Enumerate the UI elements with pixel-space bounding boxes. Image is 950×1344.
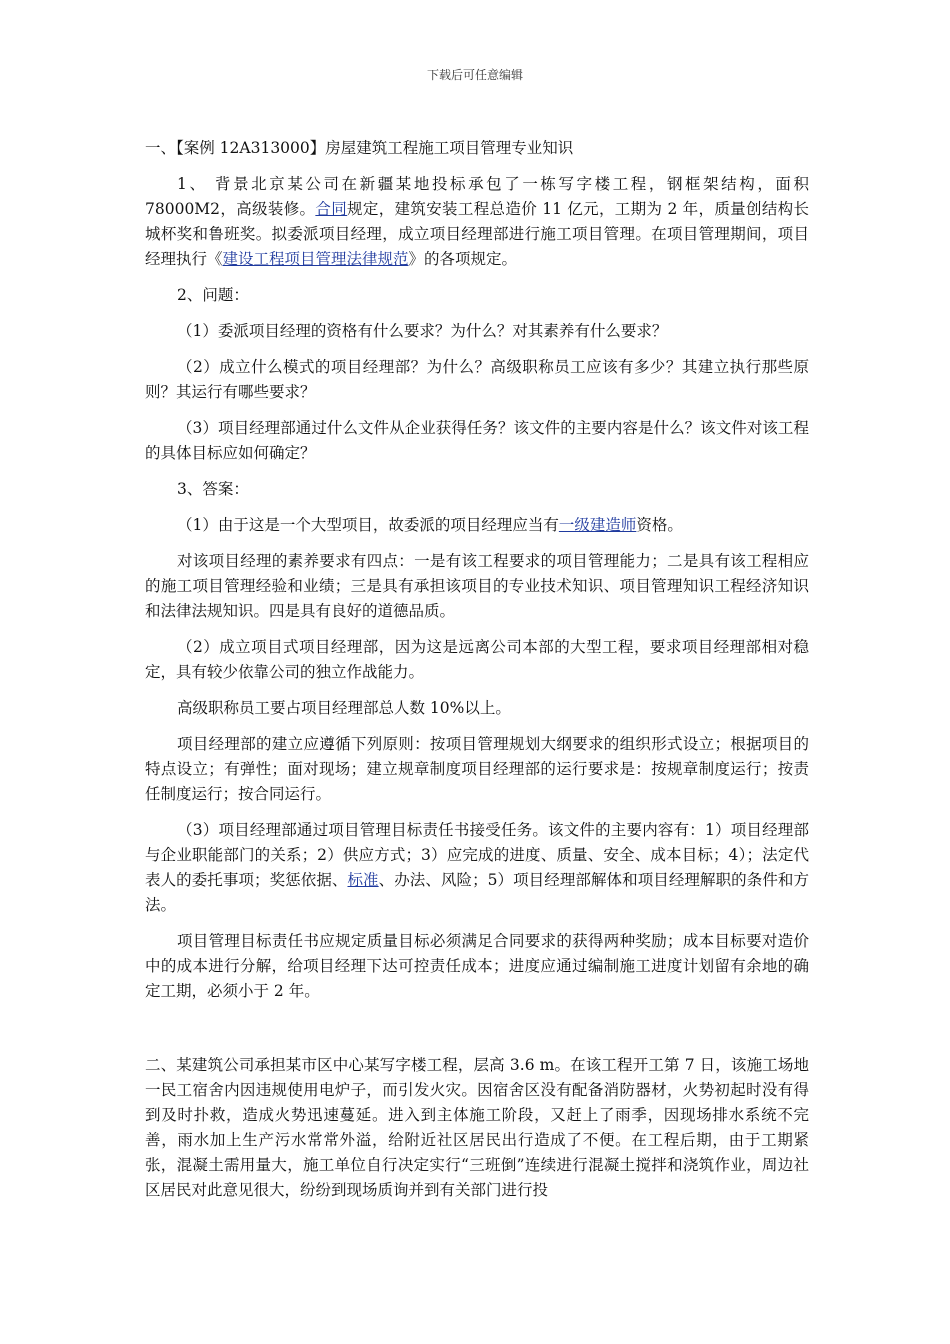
background-text-2: 规定，建筑安装工程总造价 11 亿元，工期为 2 年，质量创结构长城杯奖和鲁班奖。拟委派项目经理，成立项目经理部进行施工项目管理。在项目管理期间，项目经理执行《: [145, 200, 809, 268]
answer-2-staff: 高级职称员工要占项目经理部总人数 10%以上。: [177, 699, 511, 717]
question-1: （1）委派项目经理的资格有什么要求？为什么？对其素养有什么要求？: [177, 322, 668, 340]
document-body: [145, 136, 809, 1214]
answer-1: [145, 513, 809, 538]
case1-title: 一、【案例 12A313000】房屋建筑工程施工项目管理专业知识: [145, 139, 574, 157]
questions-heading: 2、问题：: [177, 286, 249, 304]
answer-1-text: （1）由于这是一个大型项目，故委派的项目经理应当有: [177, 516, 559, 534]
answer-3: [145, 818, 809, 918]
standard-link[interactable]: 标准: [347, 871, 379, 889]
contract-link[interactable]: 合同: [315, 200, 348, 218]
answer-2-principles: 项目经理部的建立应遵循下列原则：按项目管理规划大纲要求的组织形式设立；根据项目的特点设立；有弹性；面对现场；建立规章制度项目经理部的运行要求是：按规章制度运行；按责任制度运行；按合同运行。: [145, 735, 809, 803]
answer-1-suffix: 资格。: [636, 516, 683, 534]
section-spacer: [145, 1015, 809, 1053]
constructor-link[interactable]: 一级建造师: [558, 516, 637, 534]
answer-3-goals: 项目管理目标责任书应规定质量目标必须满足合同要求的获得两种奖励；成本目标要对造价中的成本进行分解，给项目经理下达可控责任成本；进度应通过编制施工进度计划留有余地的确定工期，必须小于 2 年。: [145, 932, 809, 1000]
question-3: （3）项目经理部通过什么文件从企业获得任务？该文件的主要内容是什么？该文件对该工程的具体目标应如何确定？: [145, 419, 809, 462]
header-note: 下载后可任意编辑: [426, 68, 523, 82]
regulation-link[interactable]: 建设工程项目管理法律规范: [222, 250, 409, 268]
answer-3-text: （3）项目经理部通过项目管理目标责任书接受任务。该文件的主要内容有：1）项目经理部与企业职能部门的关系；2）供应方式；3）应完成的进度、质量、安全、成本目标；4）；法定代表人的委托事项；奖惩依据、: [145, 821, 809, 889]
question-2: （2）成立什么模式的项目经理部？为什么？高级职称员工应该有多少？其建立执行那些原则？其运行有哪些要求？: [145, 358, 809, 401]
answer-2: （2）成立项目式项目经理部，因为这是远离公司本部的大型工程，要求项目经理部相对稳定，具有较少依靠公司的独立作战能力。: [145, 638, 809, 681]
background-text-3: 》的各项规定。: [408, 250, 518, 268]
answer-3-suffix: 、办法、风险；5）项目经理部解体和项目经理解职的条件和方法。: [145, 871, 809, 914]
answer-1-quality: 对该项目经理的素养要求有四点：一是有该工程要求的项目管理能力；二是具有该工程相应的施工项目管理经验和业绩；三是具有承担该项目的专业技术知识、项目管理知识工程经济知识和法律法规知识。四是具有良好的道德品质。: [145, 552, 809, 620]
case2-text: 二、某建筑公司承担某市区中心某写字楼工程，层高 3.6 m。在该工程开工第 7 日，该施工场地一民工宿舍内因违规使用电炉子，而引发火灾。因宿舍区没有配备消防器材，火势初起时没有得到及时扑救，造成火势迅速蔓延。进入到主体施工阶段，又赶上了雨季，因现场排水系统不完善，雨水加上生产污水常常外溢，给附近社区居民出行造成了不便。在工程后期，由于工期紧张，混凝土需用量大，施工单位自行决定实行“三班倒”连续进行混凝土搅拌和浇筑作业，周边社区居民对此意见很大，纷纷到现场质询并到有关部门进行投: [145, 1056, 809, 1199]
case1-background: [145, 172, 809, 272]
background-text-1: 1、 背景北京某公司在新疆某地投标承包了一栋写字楼工程，钢框架结构，面积78000M2，高级装修。: [145, 175, 809, 218]
answers-heading: 3、答案：: [177, 480, 249, 498]
